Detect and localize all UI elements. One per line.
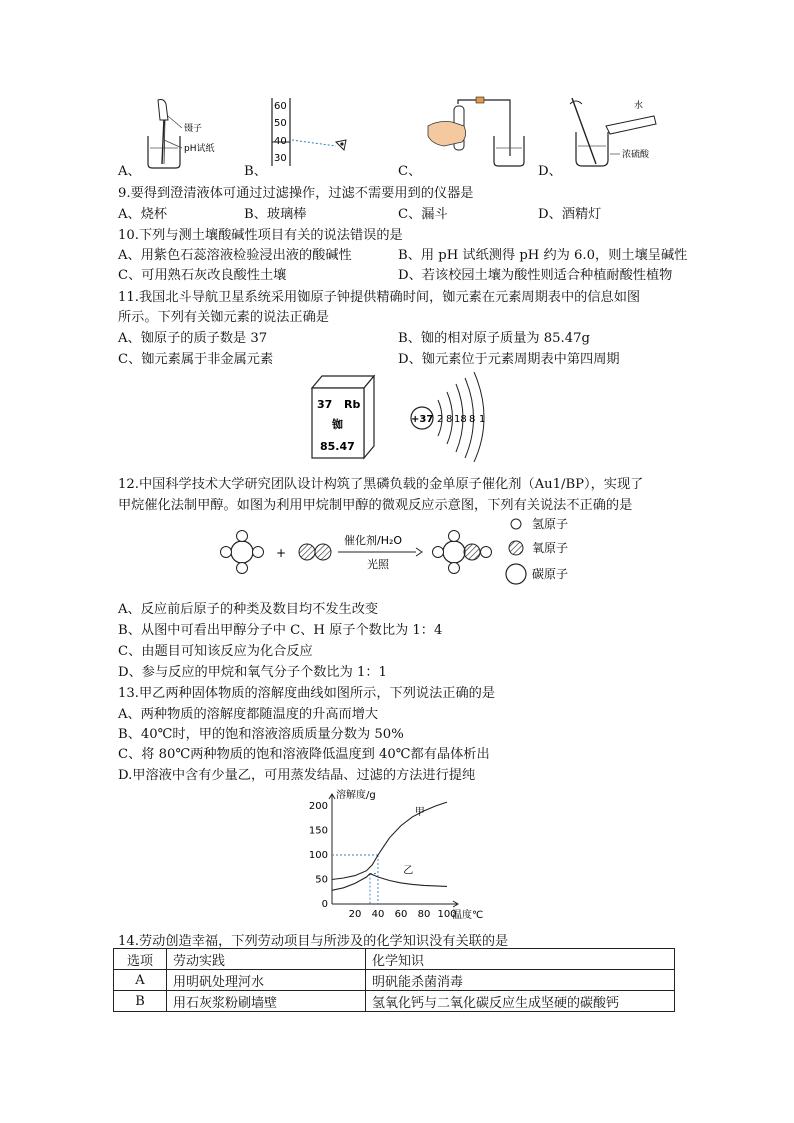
- q13-option-c: C、将 80℃两种物质的饱和溶液降低温度到 40℃都有晶体析出: [118, 747, 490, 762]
- q12-option-a: A、反应前后原子的种类及数目均不发生改变: [118, 602, 379, 617]
- y-axis-label: 溶解度/g: [336, 790, 376, 801]
- atom-structure-diagram: [411, 372, 485, 462]
- row-b-practice: 用石灰浆粉刷墙壁: [167, 991, 366, 1012]
- y-tick-label: 150: [308, 825, 328, 837]
- q8-option-c: C、: [398, 164, 422, 179]
- q11-stem-2: 所示。下列有关铷元素的说法正确是: [118, 310, 329, 325]
- q10-option-d: D、若该校园土壤为酸性则适合种植耐酸性植物: [398, 268, 673, 283]
- tweezers-label: 镊子: [184, 124, 203, 134]
- x-axis-label: 温度℃: [452, 910, 484, 921]
- q9-option-d: D、酒精灯: [538, 207, 602, 222]
- q8-figure-d: [566, 96, 676, 170]
- x-tick-label: 80: [417, 909, 431, 920]
- methane-molecule: [221, 531, 264, 574]
- x-tick-label: 20: [348, 909, 362, 920]
- q11-option-c: C、铷元素属于非金属元素: [118, 352, 274, 367]
- shell-electrons-2: 8: [446, 414, 453, 425]
- legend-oxygen: 氧原子: [532, 541, 569, 555]
- q9-option-c: C、漏斗: [398, 207, 448, 222]
- table-row: [114, 970, 675, 991]
- series-line-1: [332, 802, 447, 879]
- shell-electrons-4: 8: [469, 414, 476, 425]
- q13-option-b: B、40℃时，甲的饱和溶液溶质质量分数为 50%: [118, 727, 404, 742]
- header-practice: 劳动实践: [167, 949, 366, 970]
- y-tick-label: 200: [308, 801, 328, 812]
- q11-option-d: D、铷元素位于元素周期表中第四周期: [398, 352, 620, 367]
- water-label: 水: [634, 101, 644, 111]
- q8-option-d: D、: [538, 164, 562, 179]
- series-line-2: [332, 874, 447, 891]
- table-row: [114, 991, 675, 1012]
- solubility-chart: [300, 784, 500, 926]
- y-tick-label: 50: [315, 874, 328, 886]
- table-header-row: [114, 949, 675, 970]
- header-knowledge: 化学知识: [366, 949, 675, 970]
- element-symbol: Rb: [344, 398, 361, 411]
- q10-option-c: C、可用熟石灰改良酸性土壤: [118, 268, 287, 283]
- shell-electrons-3: 18: [454, 414, 467, 425]
- q13-option-a: A、两种物质的溶解度都随温度的升高而增大: [118, 707, 379, 722]
- q14-stem: 14.劳动创造幸福，下列劳动项目与所涉及的化学知识没有关联的是: [118, 934, 509, 949]
- x-tick-label: 100: [437, 909, 457, 920]
- header-option: 选项: [114, 949, 167, 970]
- cylinder-tick-50: 50: [274, 118, 287, 129]
- legend-hydrogen: 氢原子: [532, 517, 569, 531]
- cylinder-tick-30: 30: [274, 153, 287, 164]
- ph-paper-label: pH试纸: [184, 144, 215, 154]
- y-tick-label: 100: [308, 850, 328, 861]
- legend-carbon: 碳原子: [532, 567, 569, 581]
- row-b-knowledge: 氢氧化钙与二氧化碳反应生成坚硬的碳酸钙: [366, 991, 675, 1012]
- reaction-condition-bottom: 光照: [367, 558, 389, 571]
- series-label-jia: 甲: [414, 806, 425, 818]
- reaction-arrow: [338, 533, 422, 571]
- element-number: 37: [317, 398, 333, 411]
- q10-option-a: A、用紫色石蕊溶液检验浸出液的酸碱性: [118, 248, 352, 263]
- q12-option-d: D、参与反应的甲烷和氧气分子个数比为 1：1: [118, 665, 387, 680]
- oxygen-molecule: [299, 544, 331, 560]
- q12-option-c: C、由题目可知该反应为化合反应: [118, 644, 313, 659]
- q13-option-d: D.甲溶液中含有少量乙，可用蒸发结晶、过滤的方法进行提纯: [118, 768, 476, 783]
- q12-option-b: B、从图中可看出甲醇分子中 C、H 原子个数比为 1：4: [118, 623, 443, 638]
- x-tick-label: 40: [371, 909, 385, 920]
- q11-stem-1: 11.我国北斗导航卫星系统采用铷原子钟提供精确时间，铷元素在元素周期表中的信息如图: [118, 290, 641, 305]
- q11-option-a: A、铷原子的质子数是 37: [118, 331, 268, 346]
- q11-option-b: B、铷的相对原子质量为 85.47g: [398, 331, 590, 346]
- cylinder-tick-60: 60: [274, 101, 287, 112]
- reaction-condition-top: 催化剂/H₂O: [344, 534, 403, 547]
- q9-option-b: B、玻璃棒: [244, 207, 307, 222]
- hand-icon: [428, 122, 466, 147]
- x-tick-label: 60: [394, 909, 408, 920]
- conc-acid-label: 浓硫酸: [622, 150, 650, 160]
- row-a-knowledge: 明矾能杀菌消毒: [366, 970, 675, 991]
- row-a-practice: 用明矾处理河水: [167, 970, 366, 991]
- periodic-table-cell: [312, 376, 374, 458]
- rotation-arrow-icon: [570, 101, 582, 104]
- row-b-option: B: [114, 991, 167, 1012]
- series-label-yi: 乙: [403, 865, 414, 877]
- shell-electrons-1: 2: [437, 414, 444, 425]
- reaction-diagram: [210, 512, 600, 592]
- atom-legend: [506, 517, 568, 584]
- shell-electrons-5: 1: [479, 414, 486, 425]
- q9-stem: 9.要得到澄清液体可通过过滤操作，过滤不需要用到的仪器是: [118, 186, 474, 201]
- methanol-molecule: [433, 531, 492, 574]
- q13-stem: 13.甲乙两种固体物质的溶解度曲线如图所示，下列说法正确的是: [118, 686, 496, 701]
- y-tick-label: 0: [321, 899, 328, 910]
- nucleus-charge: +37: [411, 414, 434, 425]
- q8-figure-b: [266, 96, 352, 168]
- q12-stem-1: 12.中国科学技术大学研究团队设计构筑了黑磷负载的金单原子催化剂（Au1/BP），实现了: [118, 477, 644, 492]
- q8-figure-c: [424, 96, 534, 170]
- row-a-option: A: [114, 970, 167, 991]
- q8-option-b: B、: [244, 164, 267, 179]
- cylinder-tick-40: 40: [274, 136, 287, 147]
- q9-option-a: A、烧杯: [118, 207, 168, 222]
- q10-stem: 10.下列与测土壤酸碱性项目有关的说法错误的是: [118, 228, 403, 243]
- q8-option-a: A、: [118, 164, 141, 179]
- q12-stem-2: 甲烷催化法制甲醇。如图为利用甲烷制甲醇的微观反应示意图，下列有关说法不正确的是: [118, 498, 633, 513]
- q14-table: [113, 948, 675, 1012]
- plus-sign: +: [276, 546, 287, 560]
- q8-figure-a: [138, 98, 218, 170]
- q10-option-b: B、用 pH 试纸测得 pH 约为 6.0，则土壤呈碱性: [398, 248, 688, 263]
- element-mass: 85.47: [320, 440, 355, 453]
- rubidium-figure: [300, 370, 500, 462]
- element-name: 铷: [332, 418, 343, 431]
